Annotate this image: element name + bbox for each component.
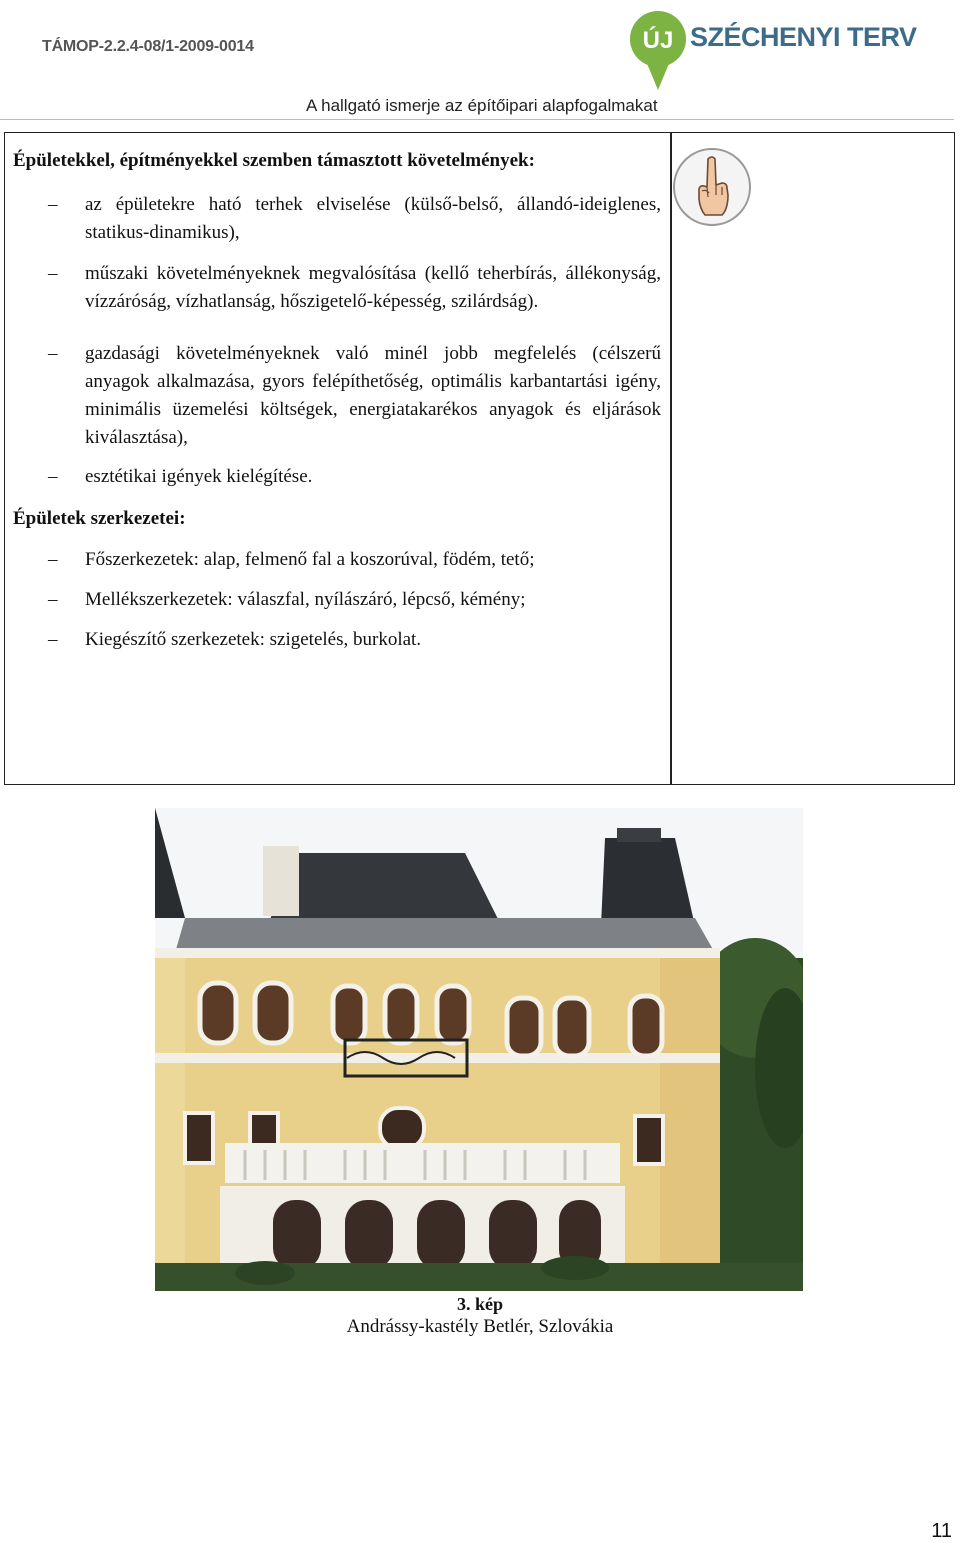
figure-caption: Andrássy-kastély Betlér, Szlovákia (346, 1316, 614, 1337)
list-item: – gazdasági követelményeknek való minél jobb megfelelés (célszerű anyagok alkalmazása, gyors felépíthetőség, optimális karbantartási igény, minimális üzemelési költségek, energiatakarékos anyagok és eljárások kiválasztása), (48, 343, 661, 448)
figure-number: 3. kép (456, 1294, 503, 1314)
list-item: – az épületekre ható terhek elviselése (külső-belső, állandó-ideiglenes, statikus-dinamikus), (48, 194, 661, 243)
pointing-hand-icon (672, 147, 752, 227)
column-divider (670, 133, 672, 784)
content-column (13, 147, 661, 654)
logo-badge: ÚJ (642, 27, 674, 54)
list-item: – esztétikai igények kielégítése. (48, 466, 313, 487)
structures-list (13, 546, 661, 654)
project-code: TÁMOP-2.2.4-08/1-2009-0014 (42, 38, 254, 55)
castle-photo (155, 808, 803, 1291)
structures-heading: Épületek szerkezetei: (13, 508, 186, 529)
requirements-list (13, 191, 661, 491)
list-item: – Főszerkezetek: alap, felmenő fal a koszorúval, födém, tető; (48, 549, 535, 570)
content-box (4, 132, 955, 785)
requirements-heading: Épületekkel, építményekkel szemben támasztott követelmények: (13, 150, 535, 171)
list-item: – Kiegészítő szerkezetek: szigetelés, burkolat. (48, 629, 422, 650)
page-number: 11 (931, 1520, 952, 1542)
list-item: – Mellékszerkezetek: válaszfal, nyílászáró, lépcső, kémény; (48, 589, 526, 610)
logo-text: SZÉCHENYI TERV (690, 22, 917, 52)
header-rule (0, 119, 954, 120)
list-item: – műszaki követelményeknek megvalósítása (kellő teherbírás, állékonyság, vízzáróság, vízhatlanság, hőszigetelő-képesség, szilárdság). (48, 263, 661, 312)
header-subtitle: A hallgató ismerje az építőipari alapfogalmakat (306, 96, 658, 115)
